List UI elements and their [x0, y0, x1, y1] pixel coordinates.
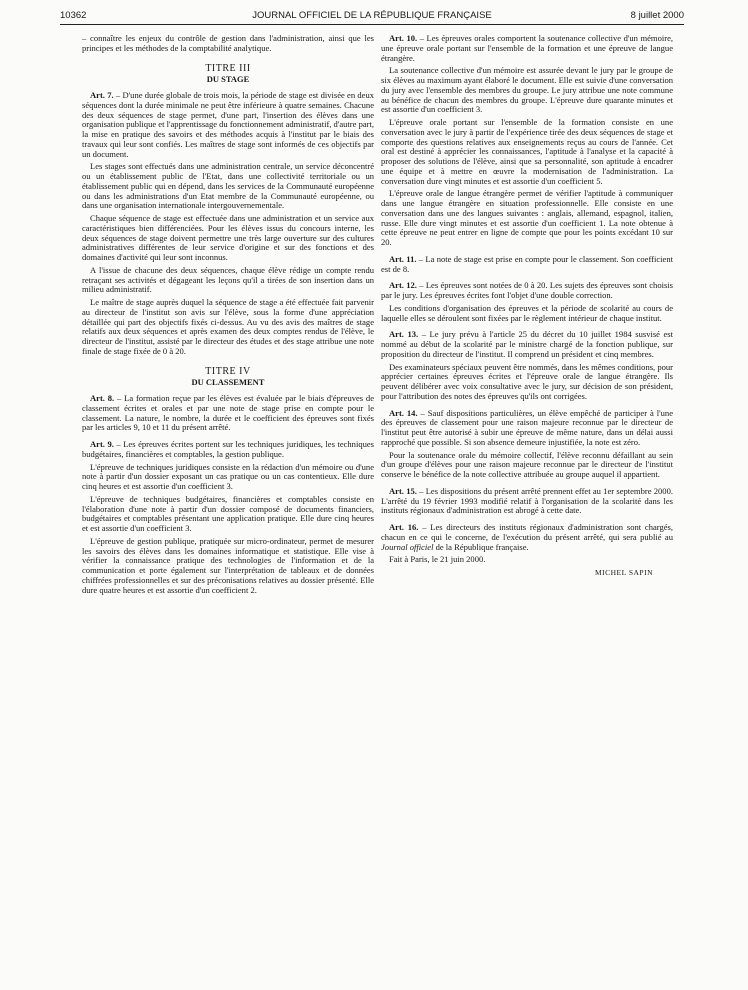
page-header	[60, 10, 684, 25]
paragraph: Pour la soutenance orale du mémoire collectif, l'élève reconnu défaillant au sein d'un groupe d'élèves pour une raison majeure reconnue par le directeur de l'institut conserve le bénéfice de la note collective attribuée au groupe auquel il appartient.	[381, 449, 673, 479]
article-8	[82, 394, 374, 433]
page-number: 10362	[60, 10, 87, 21]
article-10-text: – Les épreuves orales comportent la soutenance collective d'un mémoire, une épreuve orale portant sur l'ensemble de la formation et une épreuve de langue étrangère.	[381, 33, 673, 63]
article-13-label: Art. 13.	[389, 329, 419, 340]
paragraph: L'épreuve orale portant sur l'ensemble de la formation consiste en une conversation avec le jury à partir de l'expérience tirée des deux séquences de stage et comporte des questions relatives aux enseignements reçus au cours de l'année. Cet oral est destiné à apprécier les connaissances, l'aptitude à l'analyse et la capacité à proposer des solutions de l'élève, ainsi que sa personnalité, son aptitude à encadrer une équipe et à mettre en œuvre la modernisation de l'administration. La conversation dure vingt minutes et est assortie d'un coefficient 5.	[381, 117, 673, 186]
paragraph: Le maître de stage auprès duquel la séquence de stage a été effectuée fait parvenir au directeur de l'institut son avis sur l'élève, sous la forme d'une appréciation détaillée qui part des objectifs fixés ci-dessus. Au vu des avis des maîtres de stage relatifs aux deux séquences et après examen des deux comptes rendus de l'élève, le directeur de l'institut, assisté par le directeur des études et des stage attribue une note finale de stage fixée de 0 à 20.	[82, 297, 374, 356]
article-11-text: – La note de stage est prise en compte pour le classement. Son coefficient est de 8.	[381, 253, 673, 274]
article-7	[82, 91, 374, 159]
article-15	[381, 487, 673, 516]
signature-place-date: Fait à Paris, le 21 juin 2000.	[389, 554, 486, 565]
article-14-text: – Sauf dispositions particulières, un élève empêché de participer à l'une des épreuves de classement pour une raison majeure reconnue par le directeur de l'institut peut être autorisé à subir une épreuve de même nature, dans un délai aussi rapproché que possible. Si son absence demeure injustifiée, la note est zéro.	[381, 407, 673, 447]
article-10-label: Art. 10.	[389, 33, 418, 43]
article-16	[381, 523, 673, 552]
article-16-text-b: de la République française.	[433, 541, 529, 552]
signatory-name: MICHEL SAPIN	[594, 568, 653, 577]
article-13-text: – Le jury prévu à l'article 25 du décret du 10 juillet 1984 susvisé est nommé au début de la scolarité par le ministre chargé de la fonction publique, sur proposition du directeur de l'institut. Il comprend un président et cinq membres.	[381, 329, 673, 359]
publication-date: 8 juillet 2000	[630, 10, 684, 21]
article-12	[381, 281, 673, 301]
left-column	[82, 34, 374, 598]
paragraph: L'épreuve de gestion publique, pratiquée sur micro-ordinateur, permet de mesurer les savoirs des élèves dans les domaines informatique et statistique. Elle vise à vérifier la connaissance pratique des technologies de l'information et de la communication et porte également sur l'interprétation de tableaux et de données chiffrées professionnelles et sur des préconisations relatives au dossier présenté. Elle dure quatre heures et est assortie d'un coefficient 2.	[82, 535, 374, 595]
article-8-label: Art. 8.	[90, 393, 115, 403]
article-15-label: Art. 15.	[389, 485, 417, 496]
titre-3-subheading: DU STAGE	[206, 74, 250, 85]
paragraph: A l'issue de chacune des deux séquences, chaque élève rédige un compte rendu retraçant ses activités et dégageant les leçons qu'il a tirées de son insertion dans un milieu administratif.	[82, 264, 374, 295]
article-9-label: Art. 9.	[90, 439, 114, 449]
article-16-label: Art. 16.	[389, 522, 419, 532]
article-14-label: Art. 14.	[389, 407, 418, 418]
article-9-text: – Les épreuves écrites portent sur les techniques juridiques, les techniques budgétaires, financières et comptables, la gestion publique.	[82, 439, 375, 459]
paragraph: Des examinateurs spéciaux peuvent être nommés, dans les mêmes conditions, pour apprécier certaines épreuves écrites et l'épreuve orale de langue étrangère. Ils peuvent délibérer avec voix consultative avec le jury, sur décision de son président, pour l'attribution des notes des épreuves qu'ils ont corrigées.	[381, 361, 673, 401]
article-14	[381, 409, 673, 448]
journal-officiel-italic: Journal officiel	[381, 541, 434, 552]
paragraph: L'épreuve de techniques budgétaires, financières et comptables consiste en l'élaboration d'une note à partir d'un dossier composé de documents financiers, budgétaires et comptables présentant une application pratique. Elle dure cinq heures et est assortie d'un coefficient 3.	[82, 493, 374, 533]
article-15-text: – Les dispositions du présent arrêté prennent effet au 1er septembre 2000. L'arrêté du 19 février 1993 modifié relatif à l'organisation de la scolarité dans les instituts régionaux d'administration est abrogé à cette date.	[381, 485, 673, 516]
intro-bullet: – connaître les enjeux du contrôle de gestion dans l'administration, ainsi que les principes et les méthodes de la comptabilité analytique.	[82, 33, 374, 53]
article-16-text-a: – Les directeurs des instituts régionaux d'administration sont chargés, chacun en ce qui le concerne, de l'exécution du présent arrêté, qui sera publié au	[381, 522, 673, 542]
article-7-label: Art. 7.	[90, 90, 114, 100]
titre-4-subheading: DU CLASSEMENT	[191, 377, 265, 388]
paragraph: Les stages sont effectués dans une administration centrale, un service déconcentré ou un établissement public de l'Etat, dans une collectivité territoriale ou un établissement public qui en dépend, dans les services de la Communauté européenne ou dans les administrations d'un Etat membre de la Communauté européenne, ou dans une organisation internationale intergouvernementale.	[82, 161, 374, 211]
paragraph: L'épreuve de techniques juridiques consiste en la rédaction d'un mémoire ou d'une note à partir d'un dossier exposant un cas pratique ou un cas contentieux. Elle dure cinq heures et est assortie d'un coefficient 3.	[82, 461, 374, 491]
article-11	[381, 255, 673, 275]
article-10	[381, 34, 673, 63]
paragraph: Chaque séquence de stage est effectuée dans une administration et un service aux caractéristiques bien différenciées. Pour les élèves issus du concours interne, les deux séquences de stage doivent permettre une très large ouverture sur des cultures administratives différentes de leur service d'origine et sur des fonctions et des domaines d'activité qui leur sont inconnus.	[82, 213, 374, 262]
paragraph: Les conditions d'organisation des épreuves et la période de scolarité au cours de laquelle elles se déroulent sont fixées par le règlement intérieur de chaque institut.	[381, 302, 673, 323]
article-9	[82, 440, 374, 460]
article-12-label: Art. 12.	[389, 280, 417, 291]
article-7-text: – D'une durée globale de trois mois, la période de stage est divisée en deux séquences dont la durée minimale ne peut être inférieure à quatre semaines. Chacune des deux séquences de stage permet, d'une part, l'insertion des élèves dans une organisation publique et l'apprentissage du fonctionnement administratif, d'autre part, la mise en pratique des savoirs et des méthodes acquis à l'institut par le biais des travaux qui leur sont confiés. Les maîtres de stage sont informés de ces objectifs par un document.	[82, 90, 375, 159]
article-8-text: – La formation reçue par les élèves est évaluée par le biais d'épreuves de classement écrites et orales et par une note de stage prise en compte pour le classement. La nature, le nombre, la durée et le coefficient des épreuves sont fixés par les articles 9, 10 et 11 du présent arrêté.	[82, 393, 375, 433]
article-12-text: – Les épreuves sont notées de 0 à 20. Les sujets des épreuves sont choisis par le jury. Les épreuves écrites font l'objet d'une double correction.	[381, 280, 673, 300]
titre-4-heading: TITRE IV	[205, 365, 251, 377]
article-11-label: Art. 11.	[389, 253, 417, 264]
titre-3-heading: TITRE III	[205, 62, 251, 74]
article-13	[381, 330, 673, 359]
right-column	[381, 34, 673, 578]
journal-title: JOURNAL OFFICIEL DE LA RÉPUBLIQUE FRANÇAISE	[252, 10, 492, 21]
paragraph: La soutenance collective d'un mémoire est assurée devant le jury par le groupe de six élèves au maximum ayant élaboré le document. Elle est suivie d'une conversation du jury avec l'ensemble des membres du groupe. Le jury attribue une note commune au bénéfice de chacun des membres du groupe. L'épreuve dure quarante minutes et est assortie d'un coefficient 3.	[381, 65, 673, 115]
paragraph: L'épreuve orale de langue étrangère permet de vérifier l'aptitude à communiquer dans une langue étrangère en situation professionnelle. Elle consiste en une conversation dans une des langues suivantes : anglais, allemand, espagnol, italien, russe. Elle dure vingt minutes et est assortie d'un coefficient 1. La note obtenue à cette épreuve ne peut entrer en ligne de compte que pour les points excédant 10 sur 20.	[381, 188, 673, 247]
